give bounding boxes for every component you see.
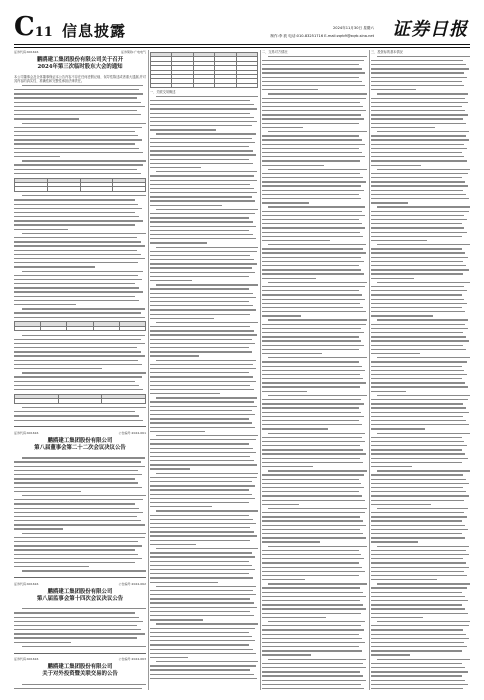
text-line [150, 676, 258, 680]
page-letter: C [14, 12, 35, 42]
announcement-separator [14, 577, 146, 578]
text-line [14, 686, 146, 690]
column-divider [260, 50, 261, 690]
announcement-separator [14, 426, 146, 427]
body-text-block [150, 94, 258, 680]
announcement-title [14, 589, 146, 603]
stock-code: 证券代码:601616 [14, 430, 39, 435]
text-line [14, 644, 146, 648]
body-text-block [14, 406, 146, 423]
announcement-title-line: 鹏鸥建工集团股份有限公司 [47, 437, 113, 444]
header-rule-thin [14, 47, 470, 48]
text-line [14, 171, 146, 175]
body-text-block [14, 333, 146, 392]
announcement-separator [14, 653, 146, 654]
section-heading: 三、投资标的基本情况 [371, 50, 403, 54]
column-divider [148, 50, 149, 690]
body-text-block [14, 682, 146, 690]
announcement-title-line: 鹏鸥建工集团股份有限公司 [47, 588, 113, 595]
announcement-meta [14, 50, 146, 54]
announcement-meta [14, 582, 146, 586]
stock-code: 证券代码:601616 [14, 581, 39, 586]
announcement-title-line: 鹏鸥建工集团股份有限公司 [47, 664, 113, 671]
header-rule [14, 44, 470, 45]
body-text-block [14, 607, 146, 649]
data-table [14, 394, 146, 404]
section-heading: 一、关联交易概述 [150, 90, 176, 95]
text-line [14, 388, 146, 392]
column-3 [262, 50, 367, 690]
page-header [0, 0, 484, 46]
stock-abbr: 证券简称:广电电气 [120, 50, 146, 54]
date-line: 2024年11月30日 星期六 [333, 26, 374, 30]
announcement-number: 公告编号:2024-062 [118, 581, 146, 586]
column-1 [14, 50, 146, 690]
announcement-title-line: 第八届监事会第十四次会议决议公告 [36, 595, 124, 602]
data-table [150, 52, 258, 88]
announcement-meta [14, 431, 146, 435]
newspaper-logo: 证券日报 [392, 19, 468, 40]
disclaimer-text: 本公司董事会及全体董事保证本公告内容不存在任何虚假记载、误导性陈述或者重大遗漏,并对其内容的真实性、准确性和完整性承担法律责任。 [14, 75, 146, 84]
text-line [262, 687, 367, 690]
text-line [14, 569, 146, 573]
section-title: 信息披露 [62, 22, 127, 40]
announcement-title-line: 2024年第三次临时股东大会的通知 [37, 64, 123, 70]
body-text-block [14, 83, 146, 175]
body-text-block [371, 54, 470, 690]
body-text-block [14, 194, 146, 320]
body-text-block [262, 54, 367, 690]
section-heading: 二、交易对方情况 [262, 50, 288, 54]
announcement-title [14, 664, 146, 678]
column-2 [150, 50, 258, 690]
data-table [14, 178, 146, 192]
body-text-block [14, 456, 146, 573]
announcement-number: 公告编号:2024-063 [118, 657, 146, 662]
text-line [14, 315, 146, 319]
announcement-title-line: 第八届董事会第二十二次会议决议公告 [34, 444, 126, 451]
announcement-title [14, 57, 146, 71]
page-code [14, 14, 53, 40]
page-number: 11 [34, 25, 53, 40]
announcement-title [14, 438, 146, 452]
data-table [14, 321, 146, 331]
announcement-title-line: 鹏鸥建工集团股份有限公司关于召开 [36, 57, 124, 63]
announcement-number: 公告编号:2024-061 [118, 430, 146, 435]
stock-code: 证券代码:601616 [14, 50, 39, 54]
column-divider [369, 50, 370, 690]
announcement-title-line: 关于对外投资暨关联交易的公告 [42, 671, 118, 678]
announcement-meta [14, 657, 146, 661]
stock-code: 证券代码:601616 [14, 657, 39, 662]
text-line [371, 687, 470, 690]
editor-line: 制作:李 波 电话:010-83251716 E-mail:zqrb9@zqrb.sina.net [270, 34, 374, 38]
column-4 [371, 50, 470, 690]
text-line [14, 418, 146, 422]
